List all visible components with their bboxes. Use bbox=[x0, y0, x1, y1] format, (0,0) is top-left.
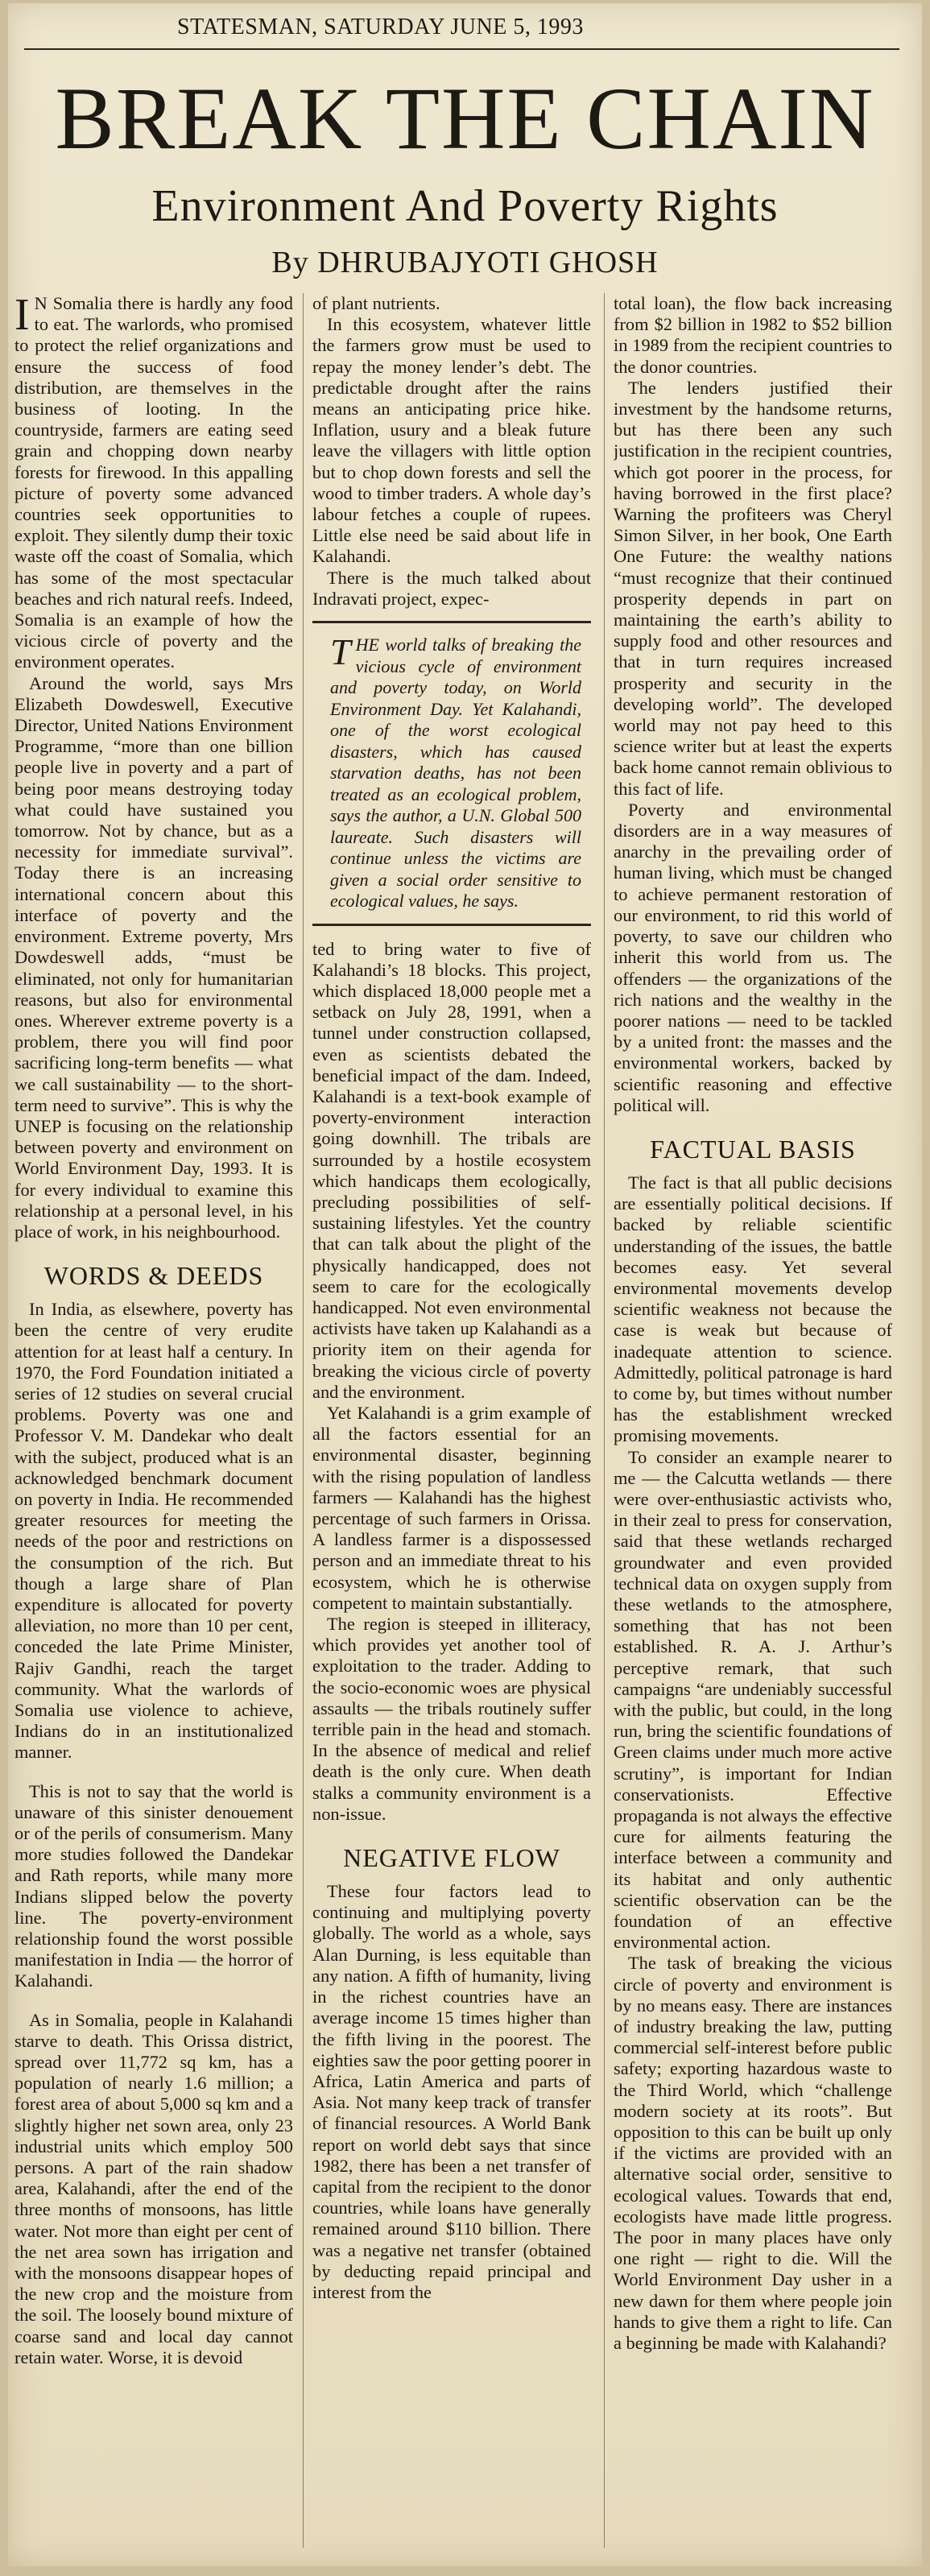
paragraph: total loan), the flow back increasing from $2 billion in 1982 to $52 billion in 1989 from the recipient countries to the donor countries. bbox=[614, 293, 892, 377]
pull-quote-text: HE world talks of breaking the vicious cycle of environment and poverty today, on World Environment Day. Yet Kalahandi, one of the worst ecological disasters, which has caused starvation deaths, has not been treated as an ecological problem, says the author, a U.N. Global 500 laureate. Such disasters will continue unless the victims are given a social order sensitive to ecological values, he says. bbox=[330, 635, 581, 912]
paragraph: Yet Kalahandi is a grim example of all the factors essential for an environmental disaster, beginning with the rising population of landless farmers — Kalahandi has the highest percentage of such farmers in Orissa. A landless farmer is a dispossessed person and an immediate threat to his ecosystem, which he is otherwise competent to maintain substantially. bbox=[312, 1403, 591, 1613]
paragraph: To consider an example nearer to me — the Calcutta wetlands — there were over-enthusiastic activists who, in their zeal to press for conservation, said that these wetlands recharged groundwater and even provided technical data on oxygen supply from these wetlands to the atmosphere, something that has not been established. R. A. J. Arthur’s perceptive remark, that such campaigns “are undeniably successful with the public, but could, in the long run, bring the scientific foundations of Green claims under much more active scrutiny”, is important for Indian conservationists. Effective propaganda is not always the effective cure for ailments featuring the interface between a community and its habitat and only authentic scientific observation can be the foundation of an effective environmental action. bbox=[614, 1446, 892, 1953]
paragraph: of plant nutrients. bbox=[312, 293, 440, 313]
pull-quote bbox=[312, 621, 591, 926]
paragraph: ted to bring water to five of Kalahandi’s 18 blocks. This project, which displaced 18,000 people met a setback on July 28, 1991, when a tunnel under construction collapsed, even as scientists debated the beneficial impact of the dam. Indeed, Kalahandi is a text-book example of poverty-environment interaction going downhill. The tribals are surrounded by a hostile ecosystem which handicaps them ecologically, precluding possibilities of self-sustaining lifestyles. Yet the country that can talk about the plight of the physically handicapped, does not seem to care for the ecologically handicapped. Not even environmental activists have taken up Kalahandi as a priority item on their agenda for breaking the vicious circle of poverty and the environment. bbox=[312, 938, 591, 1402]
column-3 bbox=[614, 293, 892, 2556]
paragraph: The task of breaking the vicious circle of poverty and environment is by no means easy. There are instances of industry breaking the law, putting commercial self-interest before public safety; exporting hazardous waste to the Third World, which “challenge modern society at its roots”. But opposition to this can be built up only if the victims are provided with an alternative social order, sensitive to ecological values. Towards that end, ecologists have made little progress. The poor in many places have only one right — right to die. Will the World Environment Day usher in a new dawn for them where people join hands to give them a right to life. Can a beginning be made with Kalahandi? bbox=[614, 1953, 892, 2354]
newspaper-page bbox=[8, 3, 922, 2566]
subheadline: Environment And Poverty Rights bbox=[151, 181, 779, 231]
column-rule bbox=[303, 293, 304, 2548]
paragraph: As in Somalia, people in Kalahandi starve to death. This Orissa district, spread over 11,772 sq km, has a population of nearly 1.6 million; a forest area of about 5,000 sq km and a slightly higher net sown area, only 23 industrial units which employ 500 persons. A part of the rain shadow area, Kalahandi, after the end of the three months of monsoons, has little water. Not more than eight per cent of the net area sown has irrigation and with the monsoons disappear hopes of the new crop and the moisture from the soil. The loosely bound mixture of coarse sand and local day cannot retain water. Worse, it is devoid bbox=[14, 2009, 293, 2367]
byline: By DHRUBAJYOTI GHOSH bbox=[271, 246, 659, 279]
section-heading: NEGATIVE FLOW bbox=[343, 1843, 560, 1873]
section-heading: WORDS & DEEDS bbox=[43, 1261, 264, 1291]
paragraph: The region is steeped in illiteracy, which provides yet another tool of exploitation to the trader. Adding to the socio-economic woes are physical assaults — the tribals routinely suffer terrible pain in the head and stomach. In the absence of medical and relief death is the only cure. When death stalks a community environment is a non-issue. bbox=[312, 1614, 591, 1824]
top-rule bbox=[24, 48, 899, 50]
paragraph: Around the world, says Mrs Elizabeth Dowdeswell, Executive Director, United Nations Environment Programme, “more than one billion people live in poverty and a part of being poor means destroying today what could have sustained you tomorrow. Not by chance, but as a necessity for immediate survival”. Today there is an increasing international concern about this interface of poverty and the environment. Extreme poverty, Mrs Dowdeswell adds, “must be eliminated, not only for humanitarian reasons, but also for environmental ones. Wherever extreme poverty is a problem, there you will find poor sacrificing long-term benefits — what we call sustainability — to the short-term need to survive”. This is why the UNEP is focusing on the relationship between poverty and environment on World Environment Day, 1993. It is for every individual to examine this relationship at a personal level, in his place of work, in his neighbourhood. bbox=[14, 672, 293, 1242]
headline: BREAK THE CHAIN bbox=[55, 69, 875, 167]
paragraph: In this ecosystem, whatever little the farmers grow must be used to repay the money lender’s debt. The predictable drought after the rains means an anticipating price hike. Inflation, usury and a bleak future leave the villagers with little option but to chop down forests and sell the wood to timber traders. A whole day’s labour fetches a couple of rupees. Little else need be said about life in Kalahandi. bbox=[312, 314, 591, 567]
column-2 bbox=[312, 293, 591, 2556]
paragraph: There is the much talked about Indravati project, expec- bbox=[312, 567, 591, 609]
paragraph: The fact is that all public decisions are essentially political decisions. If backed by reliable scientific understanding of the issues, the battle becomes easy. Yet several environmental movements develop scientific weakness not because the case is weak but because of inadequate attention to science. Admittedly, political patronage is hard to come by, but times without number has the establishment wrecked promising movements. bbox=[614, 1172, 892, 1446]
column-1 bbox=[14, 293, 293, 2556]
drop-cap: I bbox=[14, 293, 30, 340]
column-rule bbox=[604, 293, 605, 2548]
dateline: STATESMAN, SATURDAY JUNE 5, 1993 bbox=[177, 14, 584, 39]
section-heading: FACTUAL BASIS bbox=[650, 1134, 856, 1164]
paragraph: This is not to say that the world is unaware of this sinister denouement or of the perils of consumerism. Many more studies followed the Dandekar and Rath reports, while many more Indians slipped below the poverty line. The poverty-environment relationship found the worst possible manifestation in India — the horror of Kalahandi. bbox=[14, 1780, 293, 1991]
pull-quote-cap: T bbox=[330, 631, 351, 673]
paragraph: These four factors lead to continuing and multiplying poverty globally. The world as a whole, says Alan Durning, is less equitable than any nation. A fifth of humanity, living in the richest countries have an average income 15 times higher than the fifth living in the poorest. The eighties saw the poor getting poorer in Africa, Latin America and parts of Asia. Not many keep track of transfer of financial resources. A World Bank report on world debt says that since 1982, there has been a net transfer of capital from the recipient to the donor countries, while loans have generally remained around $110 billion. There was a negative net transfer (obtained by deducting repaid principal and interest from the bbox=[312, 1881, 591, 2302]
paragraph: I N Somalia there is hardly any food to eat. The warlords, who promised to protect the relief organizations and ensure the success of food distribution, are themselves in the business of looting. In the countryside, farmers are eating seed grain and chopping down nearby forests for firewood. In this appalling picture of poverty some advanced countries seek opportunities to exploit. They silently dump their toxic waste off the coast of Somalia, which has some of the most spectacular beaches and rich natural reefs. Indeed, Somalia is an example of how the vicious circle of poverty and the environment operates. bbox=[14, 293, 293, 672]
paragraph: Poverty and environmental disorders are in a way measures of anarchy in the prevailing order of human living, which must be changed to achieve permanent restoration of our environment, to rid this world of poverty, to save our children who inherit this world from us. The offenders — the organizations of the rich nations and the wealthy in the poorer nations — need to be tackled by a united front: the masses and the environmental workers, backed by scientific reasoning and effective political will. bbox=[614, 799, 892, 1115]
paragraph: The lenders justified their investment by the handsome returns, but has there been any such justification in the recipient countries, which got poorer in the process, for having borrowed in the first place? Warning the profiteers was Cheryl Simon Silver, in her book, One Earth One Future: the wealthy nations “must recognize that their continued prosperity depends in part on maintaining the earth’s ability to supply food and other resources and that in turn requires increased prosperity and security in the developing world”. The developed world may not pay heed to this science writer but at least the experts back home cannot remain oblivious to this fact of life. bbox=[614, 377, 892, 799]
paragraph: In India, as elsewhere, poverty has been the centre of very erudite attention for at least half a century. In 1970, the Ford Foundation initiated a series of 12 studies on several crucial problems. Poverty was one and Professor V. M. Dandekar who dealt with the subject, produced what is an acknowledged benchmark document on poverty in India. He recommended greater resources for meeting the needs of the poor and restrictions on the consumption of the rich. But though a large share of Plan expenditure is allocated for poverty alleviation, no more than 10 per cent, conceded the late Prime Minister, Rajiv Gandhi, reach the target community. What the warlords of Somalia use violence to achieve, Indians do in an institutionalized manner. bbox=[14, 1299, 293, 1763]
